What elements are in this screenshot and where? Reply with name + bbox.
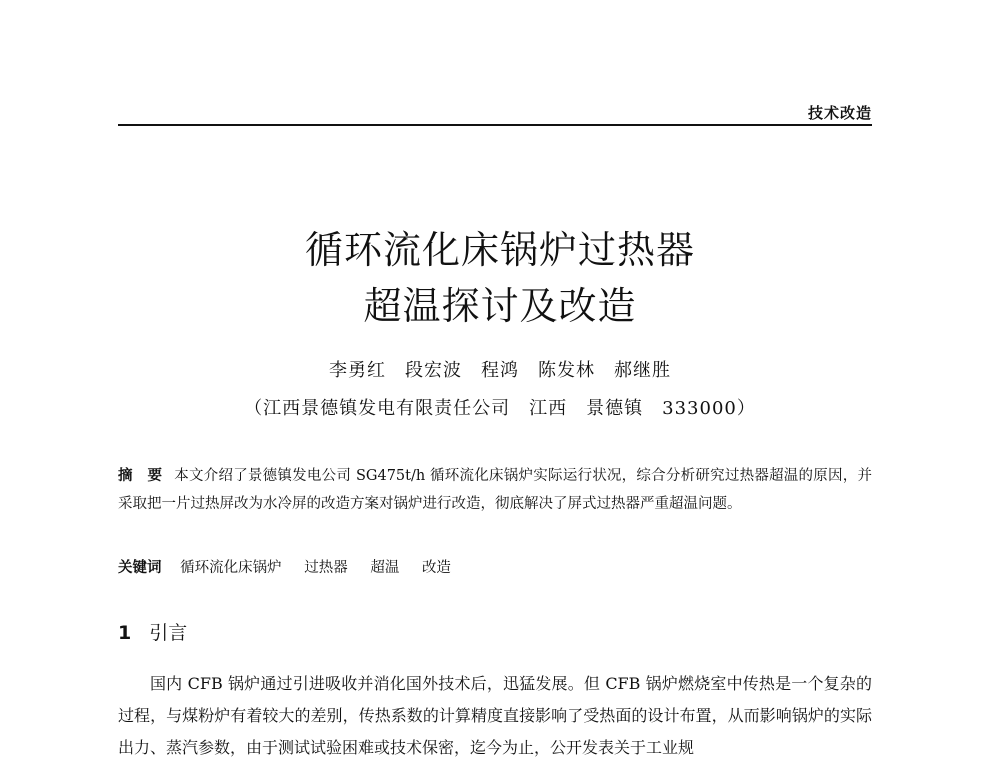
keywords: [118, 554, 872, 582]
author-list: 李勇红 段宏波 程鸿 陈发林 郝继胜: [329, 360, 671, 381]
keyword: 超温: [370, 560, 400, 576]
keyword: 过热器: [304, 560, 348, 576]
abstract: [118, 462, 872, 518]
body-paragraph: 国内 CFB 锅炉通过引进吸收并消化国外技术后，迅猛发展。但 CFB 锅炉燃烧室中传热是一个复杂的过程，与煤粉炉有着较大的差别，传热系数的计算精度直接影响了受热面的设计布置，从而影响锅炉的实际出力、蒸汽参数，由于测试试验困难或技术保密，迄今为止，公开发表关于工业规: [118, 674, 872, 757]
header-rule: [118, 124, 872, 126]
keywords-label: 关键词: [118, 560, 162, 576]
paper-title: [0, 222, 1000, 334]
title-line-2: 超温探讨及改造: [363, 284, 637, 328]
abstract-label: 摘 要: [118, 468, 163, 484]
section-number: 1: [118, 622, 132, 644]
section-heading: [118, 618, 187, 645]
keyword: 改造: [421, 560, 451, 576]
section-title: 引言: [149, 622, 188, 644]
affiliation: （江西景德镇发电有限责任公司 江西 景德镇 333000）: [244, 398, 756, 419]
title-line-1: 循环流化床锅炉过热器: [304, 228, 695, 272]
section-tag: 技术改造: [807, 104, 872, 122]
keyword: 循环流化床锅炉: [180, 560, 282, 576]
abstract-text: 本文介绍了景德镇发电公司 SG475t/h 循环流化床锅炉实际运行状况，综合分析研究过热器超温的原因，并采取把一片过热屏改为水冷屏的改造方案对锅炉进行改造，彻底解决了屏式过热器严重超温问题。: [118, 468, 873, 512]
